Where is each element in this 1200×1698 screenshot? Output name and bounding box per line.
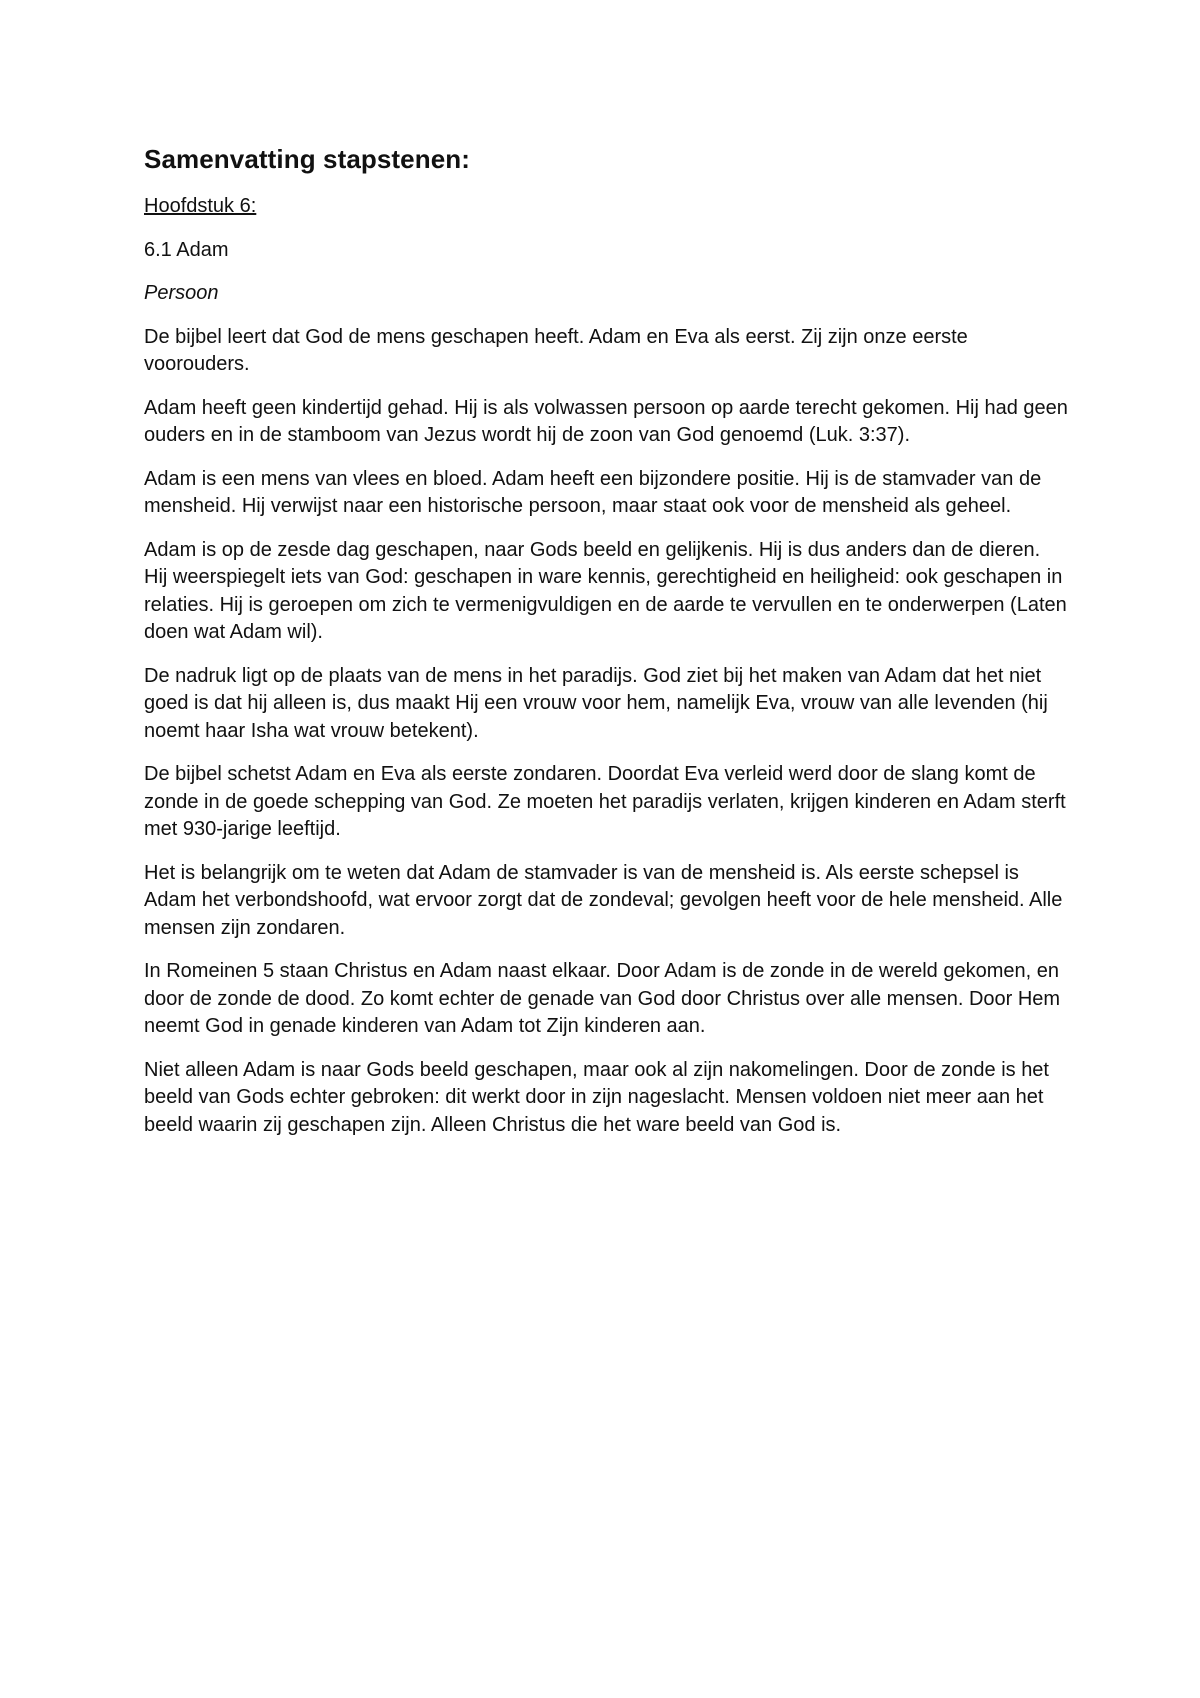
chapter-heading: Hoofdstuk 6: [144,195,257,217]
body-paragraph: Adam is op de zesde dag geschapen, naar Gods beeld en gelijkenis. Hij is dus anders dan de dieren. Hij weerspiegelt iets van God: geschapen in ware kennis, gerechtigheid en heiligheid: ook geschapen in relaties. Hij is geroepen om zich te vermenigvuldigen en de aarde te vervullen en te onderwerpen (Laten doen wat Adam wil). [144,538,1067,643]
body-paragraph: Adam heeft geen kindertijd gehad. Hij is als volwassen persoon op aarde terecht gekomen. Hij had geen ouders en in de stamboom van Jezus wordt hij de zoon van God genoemd (Luk. 3:37). [144,396,1068,446]
body-paragraph: Niet alleen Adam is naar Gods beeld geschapen, maar ook al zijn nakomelingen. Door de zonde is het beeld van Gods echter gebroken: dit werkt door in zijn nageslacht. Mensen voldoen niet meer aan het beeld waarin zij geschapen zijn. Alleen Christus die het ware beeld van God is. [144,1058,1049,1136]
body-paragraph: Adam is een mens van vlees en bloed. Adam heeft een bijzondere positie. Hij is de stamvader van de mensheid. Hij verwijst naar een historische persoon, maar staat ook voor de mensheid als geheel. [144,467,1042,517]
body-paragraph: De bijbel leert dat God de mens geschapen heeft. Adam en Eva als eerst. Zij zijn onze eerste voorouders. [144,325,968,375]
body-paragraph: De nadruk ligt op de plaats van de mens in het paradijs. God ziet bij het maken van Adam dat het niet goed is dat hij alleen is, dus maakt Hij een vrouw voor hem, namelijk Eva, vrouw van alle levenden (hij noemt haar Isha wat vrouw betekent). [144,664,1048,742]
body-paragraph: In Romeinen 5 staan Christus en Adam naast elkaar. Door Adam is de zonde in de wereld gekomen, en door de zonde de dood. Zo komt echter de genade van God door Christus over alle mensen. Door Hem neemt God in genade kinderen van Adam tot Zijn kinderen aan. [144,960,1061,1037]
section-heading: 6.1 Adam [144,238,229,261]
body-paragraph: De bijbel schetst Adam en Eva als eerste zondaren. Doordat Eva verleid werd door de slang komt de zonde in de goede schepping van God. Ze moeten het paradijs verlaten, krijgen kinderen en Adam sterft met 930-jarige leeftijd. [144,763,1066,840]
document-title: Samenvatting stapstenen: [144,144,471,174]
body-paragraph: Het is belangrijk om te weten dat Adam de stamvader is van de mensheid is. Als eerste schepsel is Adam het verbondshoofd, wat ervoor zorgt dat de zondeval; gevolgen heeft voor de hele mensheid. Alle mensen zijn zondaren. [144,861,1063,939]
subsection-heading: Persoon [144,282,219,304]
document-content [144,144,1069,1155]
